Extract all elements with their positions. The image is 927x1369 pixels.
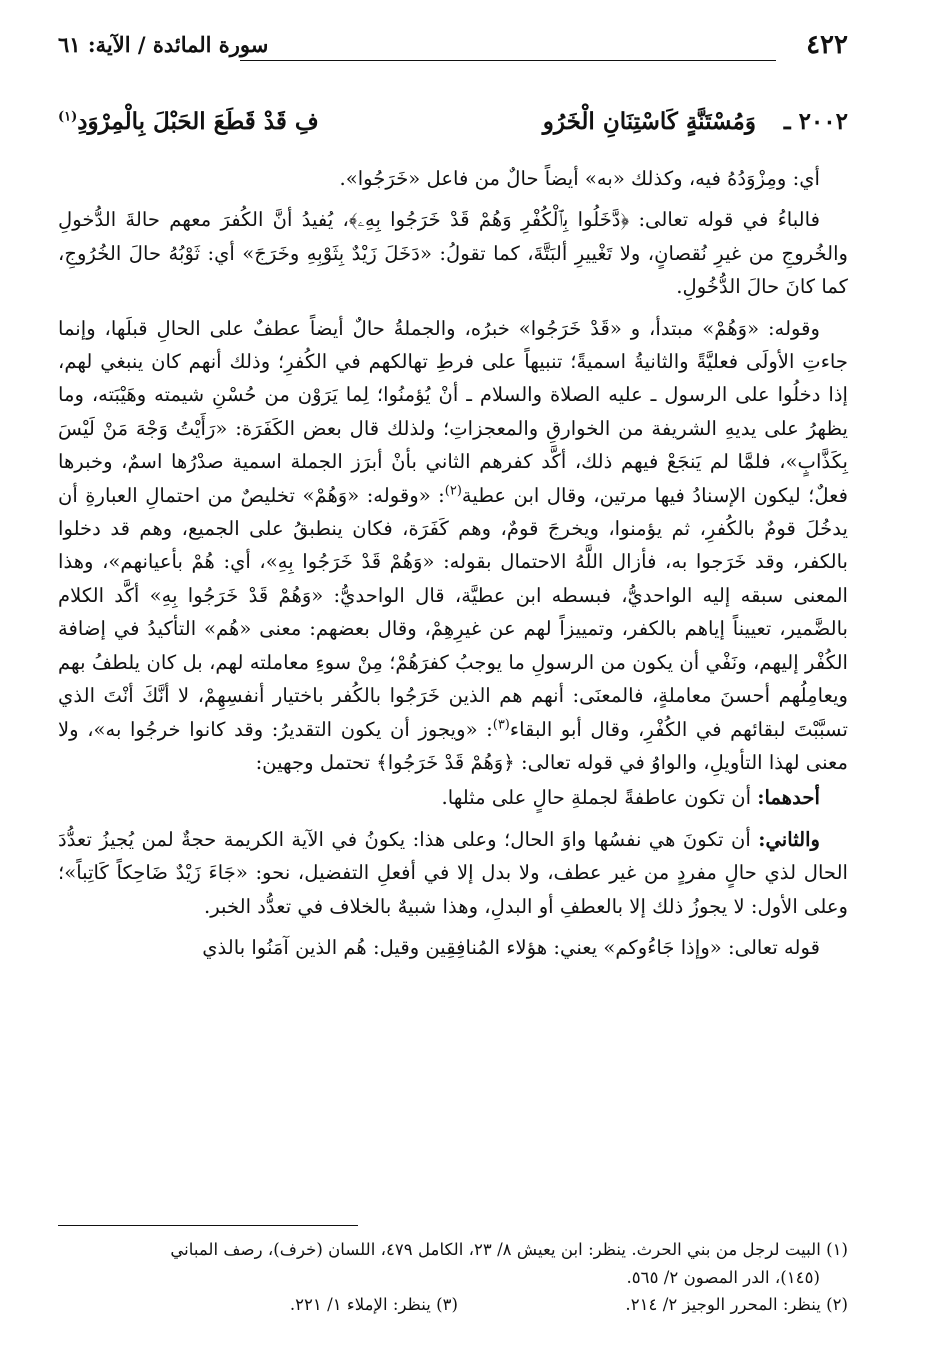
paragraph bbox=[58, 781, 848, 814]
paragraph bbox=[58, 162, 848, 195]
footnote-row bbox=[58, 1291, 848, 1319]
body-text bbox=[58, 162, 848, 972]
footnote-separator bbox=[58, 1225, 358, 1226]
page-number: ٤٢٢ bbox=[806, 30, 848, 60]
header-rule bbox=[240, 60, 776, 61]
book-page bbox=[58, 30, 848, 1350]
footnote-2: (٢) ينظر: المحرر الوجيز ٢/ ٢١٤. bbox=[625, 1295, 848, 1314]
footnote-1: (١) البيت لرجل من بني الحرث. ينظر: ابن يعيش ٨/ ٢٣، الكامل ٤٧٩، اللسان (خرف)، رصف المباني bbox=[170, 1240, 848, 1259]
paragraph bbox=[58, 312, 848, 780]
footnote-ref: (٢) bbox=[444, 483, 462, 499]
verse-hemistich-second bbox=[58, 108, 319, 135]
paragraph-text: وقوله: «وَهُمْ» مبتدأ، و «قَدْ خَرَجُوا» خبرُه، والجملةُ حالٌ أيضاً عطفٌ على الحالِ قبلَها، وإنما جاءتِ الأولَى فعليَّةً والثانيةُ اسميةً؛ تنبيهاً على فرطِ تهالكهم في الكُفرِ؛ وذلك أنهم كان ينبغي لهم، إذا دخلُوا على الرسول ـ عليه الصلاة والسلام ـ أنْ يُؤمنُوا؛ لِما يَرَوْن من حُسْنِ شيمته وهَيْبَته، وما يظهرُ على يديهِ الشريفة من الخوارقِ والمعجزاتِ؛ ولذلك قال بعض الكَفَرَة: «رَأَيْتُ وَجْهَ مَنْ لَيْسَ بِكَذَّابٍ»، فلمَّا لم يَنجَعْ فيهم ذلك، أكَّد كفرهم الثاني بأنْ أبرَز الجملة اسمية صدْرُها اسمٌ، وخبرها فعلٌ؛ ليكون الإسنادُ فيها مرتين، وقال ابن عطية bbox=[58, 316, 848, 507]
paragraph bbox=[58, 931, 848, 964]
paragraph-text: أن تكون عاطفةً لجملةِ حالٍ على مثلها. bbox=[441, 786, 758, 810]
verse-hemistich-second-text: فِ قَدْ قَطَعَ الحَبْلَ بِالْمِرْوَدِ bbox=[77, 108, 319, 135]
page-header bbox=[58, 30, 848, 66]
verse-hemistich-first: وَمُسْتَنَّةٍ كَاسْتِنَانِ الْخَرُو bbox=[542, 108, 756, 135]
footnote-ref: (٣) bbox=[492, 716, 510, 732]
paragraph-text-continued: : «وقوله: «وَهُمْ» تخليصٌ من احتمالِ العبارةِ أن يدخُلَ قومٌ بالكُفرِ، ثم يؤمنوا، ويخرجَ قومٌ، وهم كَفَرَة، فكان ينطبقُ على الجميع، وهم قد دخلوا بالكفر، وقد خَرَجوا به، فأزال اللَّهُ الاحتمال بقوله: «وَهُمْ قَدْ خَرَجُوا بِهِ»، أي: هُمْ بأعيانهم»، وهذا المعنى سبقه إليه الواحديُّ، فبسطه ابن عطيَّة، قال الواحديُّ: «وَهُمْ قَدْ خَرَجُوا بِهِ» أكَّد الكلام بالضَّمير، تعييناً إياهم بالكفر، وتمييزاً لهم عن غيرِهِمْ، وقال بعضهم: معنى «هُم» التأكيدُ في إضافة الكُفْر إليهم، ونَفْي أن يكون من الرسولِ ما يوجبُ كفرَهُمْ؛ مِنْ سوءِ معاملته لهم، بل كان يلطفُ بهم ويعامِلُهم أحسنَ معاملةٍ، فالمعنَى: أنهم هم الذين خَرَجُوا بالكُفر باختيار أنفسِهِمْ، لا أنَّكَ أنْتَ الذي تسبَّبْتَ لبقائهم في الكُفْرِ، وقال أبو البقاء bbox=[58, 483, 848, 741]
paragraph-text: فالباءُ في قوله تعالى: ﴿دَّخَلُوا بِٱلْكُفْرِ وَهُمْ قَدْ خَرَجُوا بِهِۦ﴾، يُفيدُ أنَّ الكُفرَ معهم حالةَ الدُّخولِ والخُروجِ من غيرِ نُقصانٍ، ولا تَغْييرِ ألبَتَّةَ، كما تقولُ: «دَخَلَ زَيْدٌ بِثَوْبِهِ وخَرَجَ» أي: ثَوْبُهُ حالَ الخُرُوجِ، كما كانَ حالَ الدُّخُولِ. bbox=[58, 208, 848, 299]
footnote-1-continued: (١٤٥)، الدر المصون ٢/ ٥٦٥. bbox=[626, 1267, 820, 1287]
paragraph-text-continued: : «ويجوز أن يكون التقديرُ: وقد كانوا خرجُوا به»، ولا معنى لهذا التأويلِ، والواوُ في قوله تعالى: ﴿وَهُمْ قَدْ خَرَجُوا﴾ تحتمل وجهين: bbox=[58, 717, 848, 774]
paragraph-text: أي: ومِزْوَدُهُ فيه، وكذلك «به» أيضاً حالٌ من فاعل «خَرَجُوا». bbox=[339, 167, 820, 190]
footnotes bbox=[58, 1236, 848, 1319]
verse-number: ٢٠٠٢ ـ bbox=[783, 108, 848, 135]
paragraph-lead: والثاني: bbox=[758, 827, 820, 851]
footnote-ref: (١) bbox=[58, 109, 78, 125]
paragraph-text: قوله تعالى: «وإذا جَاءُوكم» يعني: هؤلاء المُنافِقِين وقيل: هُم الذين آمَنُوا بالذي bbox=[202, 935, 820, 959]
header-title: سورة المائدة / الآية: ٦١ bbox=[58, 32, 269, 57]
poetry-verse bbox=[58, 108, 848, 148]
paragraph-lead: أحدهما: bbox=[757, 786, 820, 810]
paragraph-text: أن تكونَ هي نفسُها واوَ الحال؛ وعلى هذا: يكونُ في الآية الكريمة حجةٌ لمن يُجيزُ تعدُّدَ الحال لذي حالٍ مفردٍ من غير عطف، ولا بدل إلا في أفعلِ التفضيل، نحو: «جَاءَ زَيْدٌ ضَاحِكاً كَاتِباً»؛ وعلى الأول: لا يجوزُ ذلك إلا بالعطفِ أو البدلِ، وهذا شبيهٌ بالخلاف في تعدُّد الخبر. bbox=[58, 827, 848, 918]
paragraph bbox=[58, 823, 848, 923]
footnote-3: (٣) ينظر: الإملاء ١/ ٢٢١. bbox=[289, 1295, 458, 1314]
paragraph bbox=[58, 203, 848, 303]
